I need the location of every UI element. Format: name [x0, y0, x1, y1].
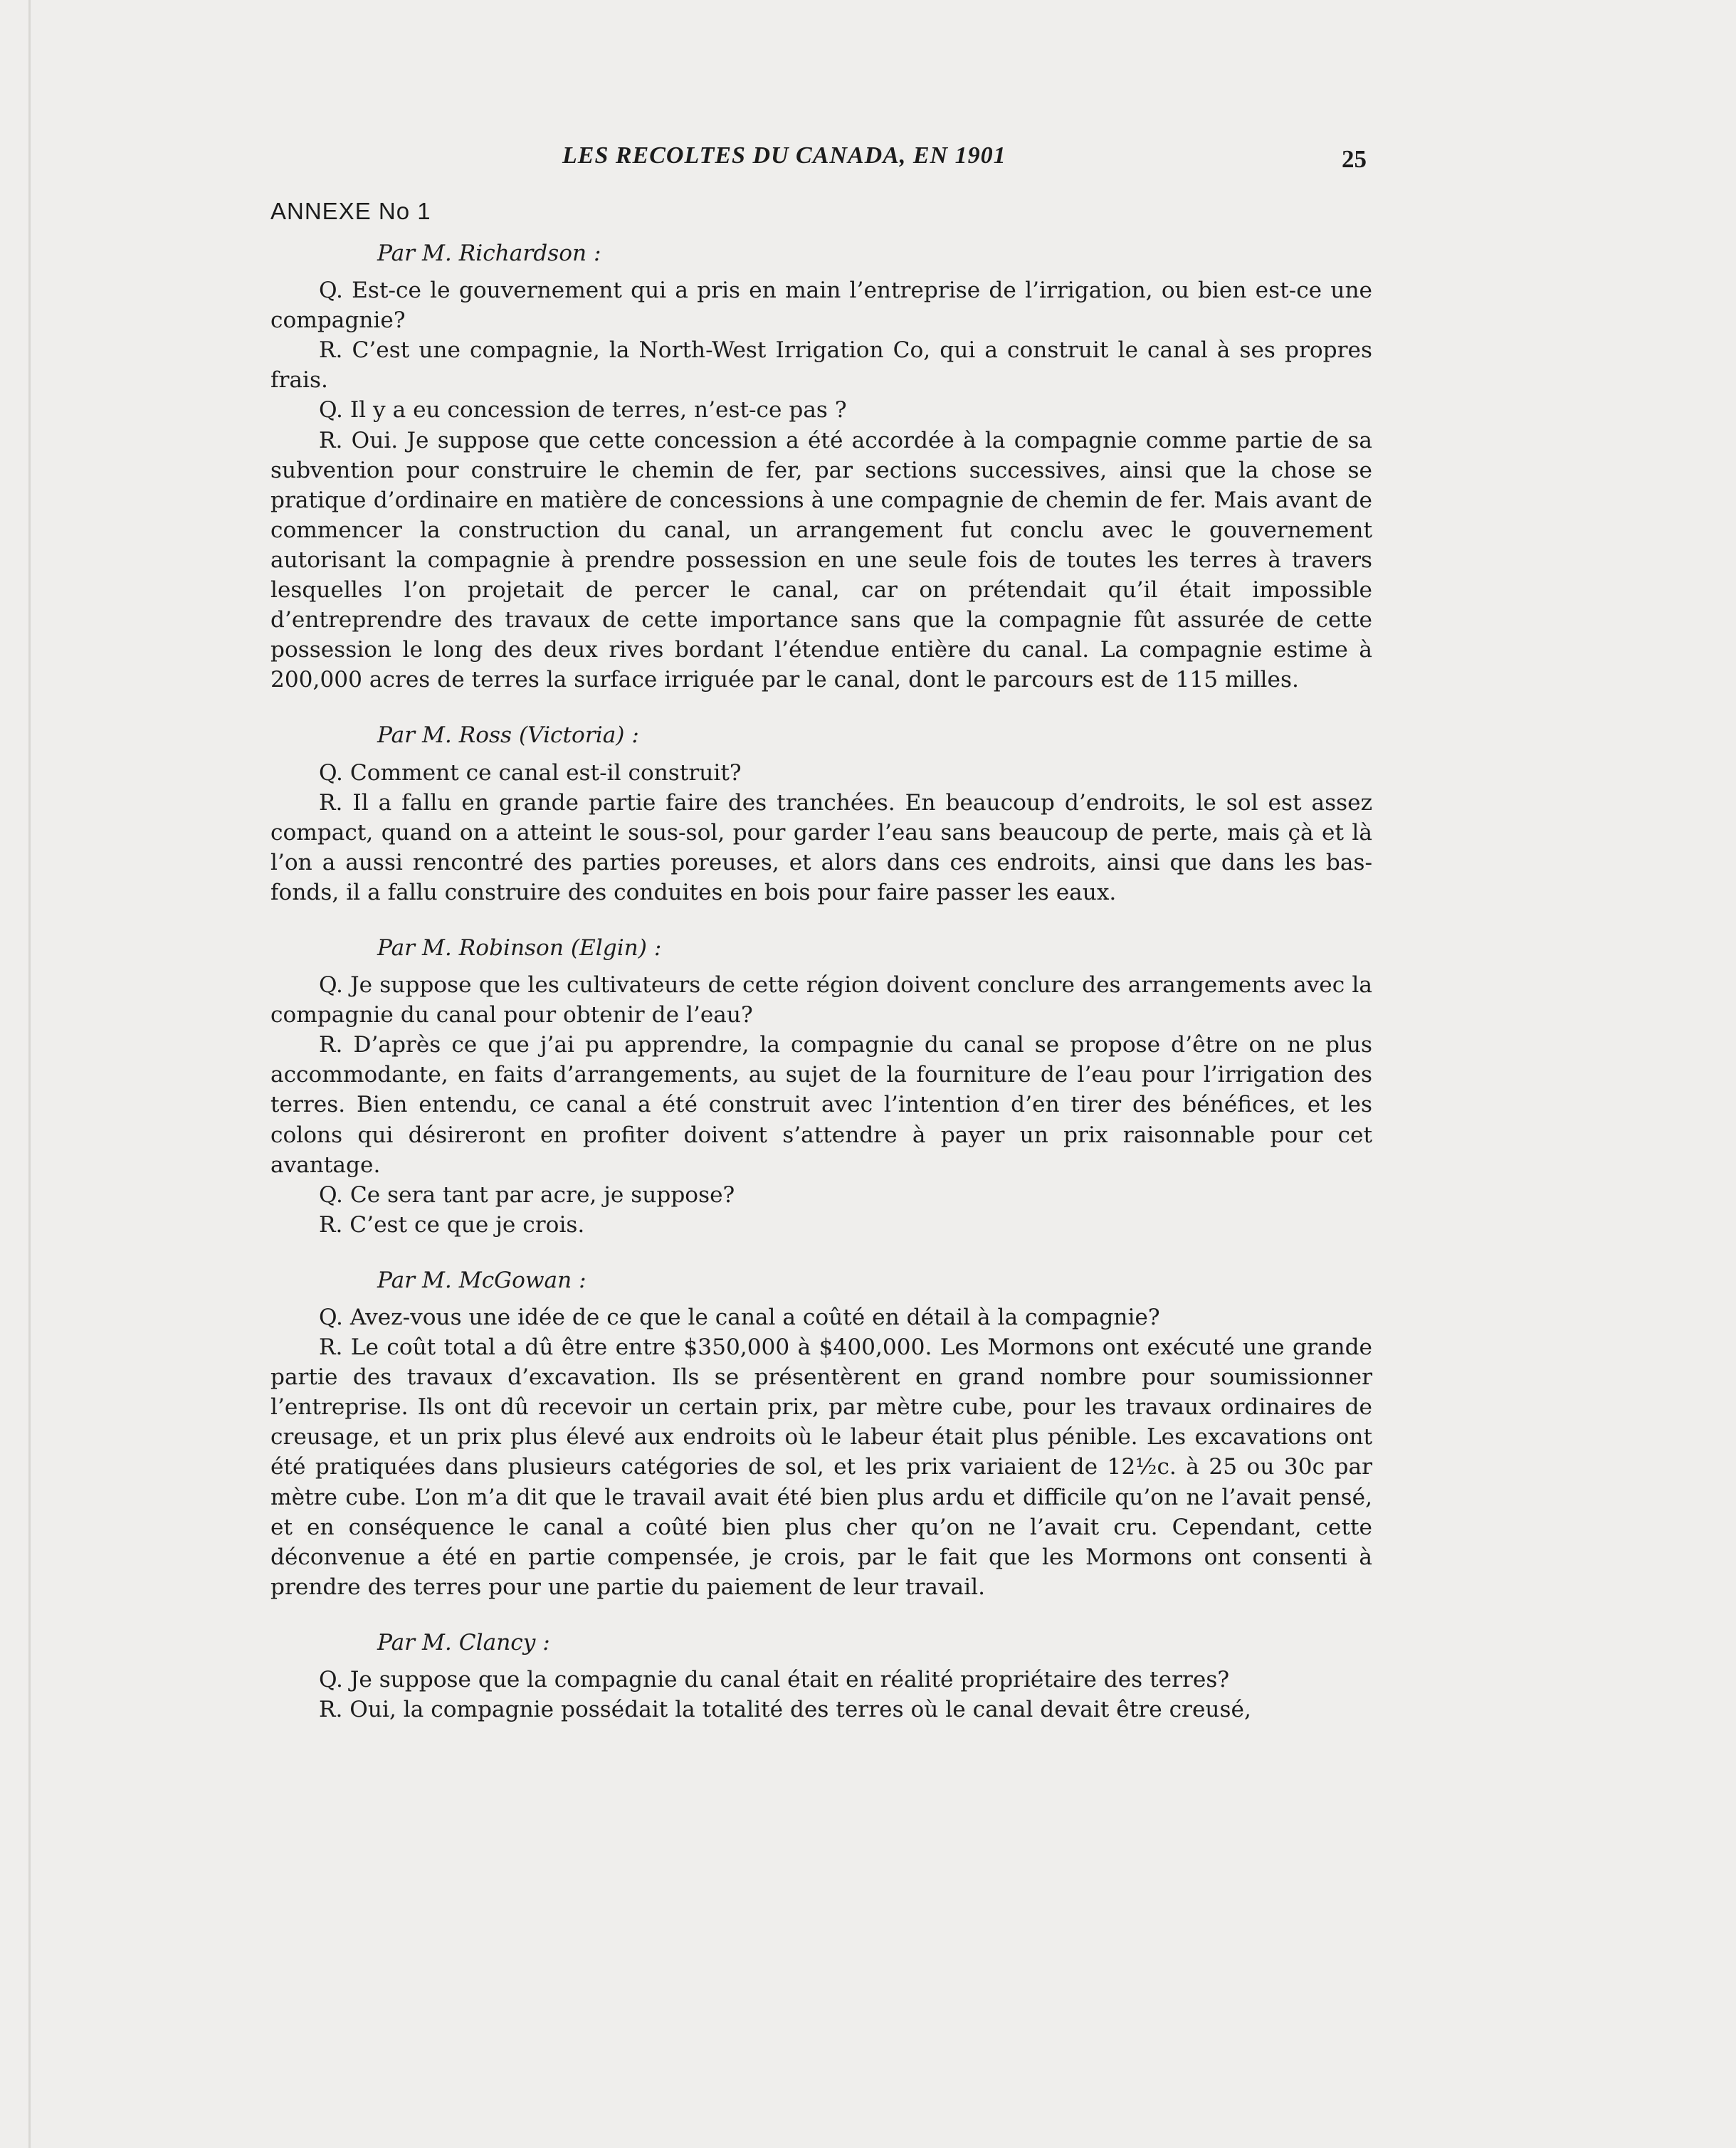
speaker-heading: Par M. Richardson : — [377, 241, 601, 266]
page-number: 25 — [1342, 145, 1367, 173]
running-title: LES RECOLTES DU CANADA, EN 1901 — [562, 142, 1006, 169]
answer-paragraph: R. Le coût total a dû être entre $350,000 à $400,000. Les Mormons ont exécuté une grande partie des travaux d’excavation. Ils se présentèrent en grand nombre pour soumissionner l’entreprise. Ils ont dû recevoir un certain prix, par mètre cube, pour les travaux ordinaires de creusage, et un prix plus élevé aux endroits où le labeur était plus pénible. Les excavations ont été pratiquées dans plusieurs catégories de sol, et les prix variaient de 12½c. à 25 ou 30c par mètre cube. L’on m’a dit que le travail avait été bien plus ardu et difficile qu’on ne l’avait pensé, et en conséquence le canal a coûté bien plus cher qu’on ne l’avait cru. Cependant, cette déconvenue a été en partie compensée, je crois, par le fait que les Mormons ont consenti à prendre des terres pour une partie du paiement de leur travail. — [270, 1334, 1372, 1600]
question-paragraph: Q. Je suppose que les cultivateurs de cette région doivent conclure des arrangements avec la compagnie du canal pour obtenir de l’eau? — [270, 972, 1372, 1028]
speaker-heading: Par M. McGowan : — [377, 1267, 586, 1293]
page-edge — [28, 0, 31, 2148]
question-paragraph: Q. Avez-vous une idée de ce que le canal a coûté en détail à la compagnie? — [319, 1305, 1160, 1330]
question-paragraph: Q. Est-ce le gouvernement qui a pris en main l’entreprise de l’irrigation, ou bien est-ce une compagnie? — [270, 278, 1372, 334]
answer-paragraph: R. Oui, la compagnie possédait la totalité des terres où le canal devait être creusé, — [319, 1697, 1251, 1723]
question-paragraph: Q. Il y a eu concession de terres, n’est-ce pas ? — [319, 397, 847, 423]
answer-paragraph: R. C’est une compagnie, la North-West Irrigation Co, qui a construit le canal à ses propres frais. — [270, 337, 1372, 394]
speaker-heading: Par M. Ross (Victoria) : — [377, 722, 639, 749]
speaker-heading: Par M. Clancy : — [377, 1629, 550, 1655]
speaker-heading: Par M. Robinson (Elgin) : — [377, 935, 662, 961]
question-paragraph: Q. Ce sera tant par acre, je suppose? — [319, 1181, 735, 1208]
question-paragraph: Q. Comment ce canal est-il construit? — [319, 759, 742, 786]
section-robinson — [270, 933, 1372, 1240]
section-mcgowan — [270, 1265, 1372, 1602]
running-head — [270, 142, 1367, 177]
section-ross — [270, 720, 1372, 907]
answer-paragraph: R. Il a fallu en grande partie faire des tranchées. En beaucoup d’endroits, le sol est assez compact, quand on a atteint le sous-sol, pour garder l’eau sans beaucoup de perte, mais çà et là l’on a aussi rencontré des parties poreuses, et alors dans ces endroits, ainsi que dans les bas-fonds, il a fallu construire des conduites en bois pour faire passer les eaux. — [270, 789, 1372, 905]
section-clancy — [270, 1628, 1372, 1725]
answer-paragraph: R. C’est ce que je crois. — [319, 1211, 585, 1238]
question-paragraph: Q. Je suppose que la compagnie du canal était en réalité propriétaire des terres? — [319, 1667, 1230, 1693]
section-richardson — [270, 238, 1372, 695]
body-text — [270, 238, 1372, 1750]
answer-paragraph: R. Oui. Je suppose que cette concession a été accordée à la compagnie comme partie de sa subvention pour construire le chemin de fer, par sections successives, ainsi que la chose se pratique d’ordinaire en matière de concessions à une compagnie de chemin de fer. Mais avant de commencer la construction du canal, un arrangement fut conclu avec le gouvernement autorisant la compagnie à prendre possession en une seule fois de toutes les terres à travers lesquelles l’on projetait de percer le canal, car on prétendait qu’il était impossible d’entreprendre des travaux de cette importance sans que la compagnie fût assurée de cette possession le long des deux rives bordant l’étendue entière du canal. La compagnie estime à 200,000 acres de terres la surface irriguée par le canal, dont le parcours est de 115 milles. — [270, 427, 1372, 693]
annex-label: ANNEXE No 1 — [270, 198, 431, 224]
answer-paragraph: R. D’après ce que j’ai pu apprendre, la compagnie du canal se propose d’être on ne plus accommodante, en faits d’arrangements, au sujet de la fourniture de l’eau pour l’irrigation des terres. Bien entendu, ce canal a été construit avec l’intention d’en tirer des bénéfices, et les colons qui désireront en profiter doivent s’attendre à payer un prix raisonnable pour cet avantage. — [270, 1032, 1372, 1178]
